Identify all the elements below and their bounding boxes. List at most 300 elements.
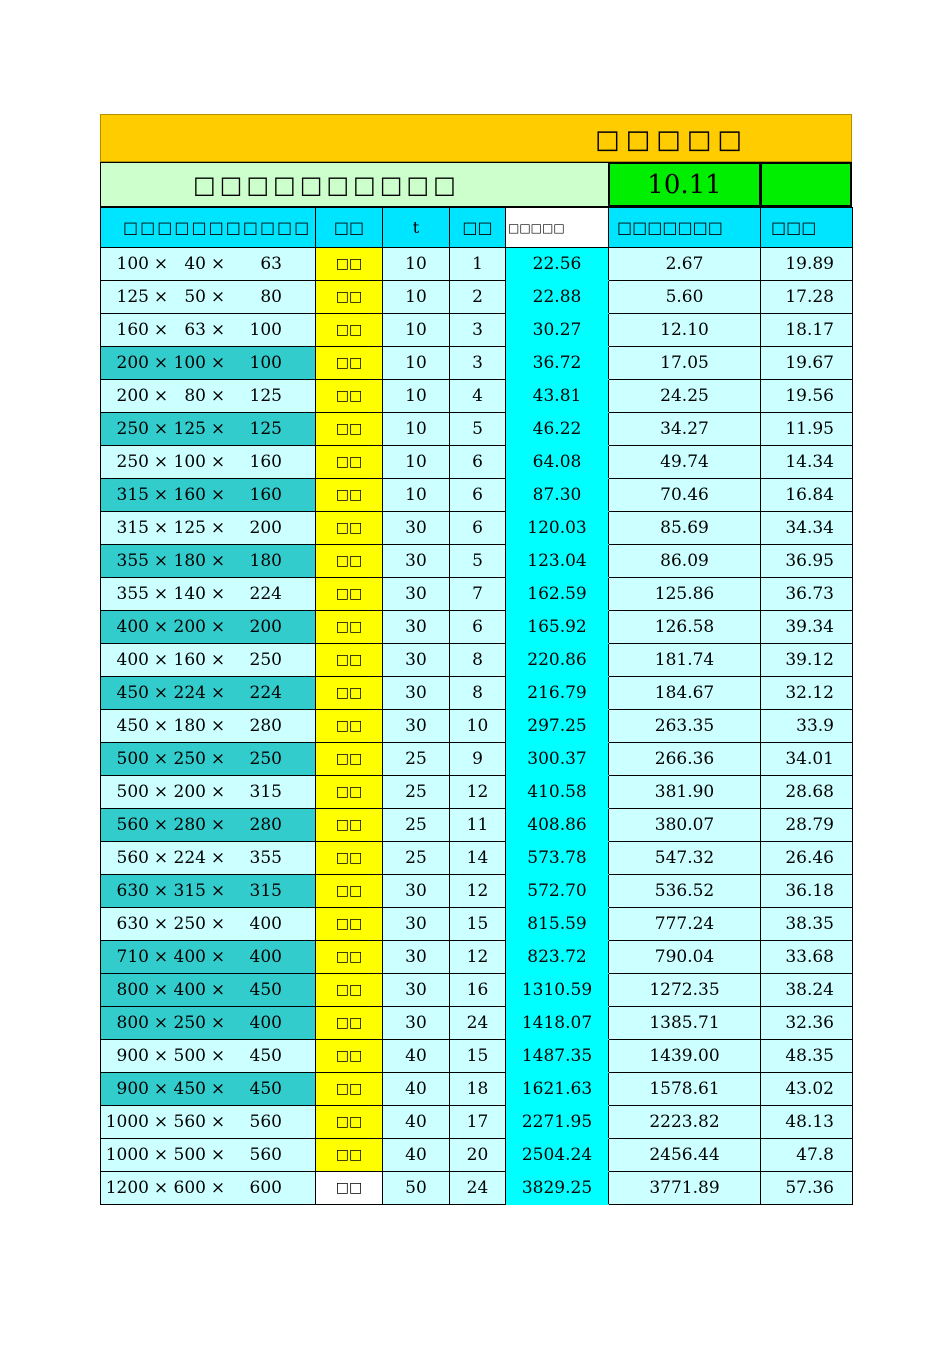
size-a: 100 (116, 254, 149, 274)
diff-cell[interactable]: 17.05 (609, 347, 761, 380)
table-row (101, 644, 853, 677)
size-cell[interactable] (101, 677, 316, 710)
times-sign: × (210, 683, 226, 703)
material-cell[interactable]: □□ (316, 677, 383, 710)
size-cell[interactable] (101, 644, 316, 677)
times-sign: × (210, 815, 226, 835)
size-c: 400 (249, 947, 282, 967)
diff-cell[interactable]: 86.09 (609, 545, 761, 578)
price-cell[interactable]: 2504.24 (506, 1139, 609, 1172)
qty-cell[interactable]: 12 (450, 875, 506, 908)
times-sign: × (210, 1145, 226, 1165)
table-row (101, 1172, 853, 1205)
size-a: 450 (116, 683, 149, 703)
size-cell[interactable] (101, 974, 316, 1007)
size-b: 200 (173, 782, 206, 802)
price-cell[interactable]: 3829.25 (506, 1172, 609, 1205)
times-sign: × (210, 386, 226, 406)
rate-cell[interactable]: 28.79 (761, 809, 853, 842)
qty-cell[interactable]: 18 (450, 1073, 506, 1106)
subtitle-cell[interactable] (100, 162, 609, 207)
rate-cell[interactable]: 34.01 (761, 743, 853, 776)
t-cell[interactable]: 50 (383, 1172, 450, 1205)
diff-cell[interactable]: 184.67 (609, 677, 761, 710)
material-cell[interactable]: □□ (316, 1040, 383, 1073)
price-cell[interactable]: 2271.95 (506, 1106, 609, 1139)
t-cell[interactable]: 30 (383, 908, 450, 941)
header-price[interactable]: □□□□□ (506, 208, 609, 248)
times-sign: × (153, 287, 169, 307)
material-cell[interactable]: □□ (316, 1007, 383, 1040)
material-cell[interactable]: □□ (316, 776, 383, 809)
material-cell[interactable]: □□ (316, 974, 383, 1007)
price-cell[interactable]: 1418.07 (506, 1007, 609, 1040)
price-cell[interactable]: 410.58 (506, 776, 609, 809)
size-cell[interactable] (101, 743, 316, 776)
price-cell[interactable]: 572.70 (506, 875, 609, 908)
material-cell[interactable]: □□ (316, 1106, 383, 1139)
qty-cell[interactable]: 24 (450, 1007, 506, 1040)
diff-cell[interactable]: 547.32 (609, 842, 761, 875)
rate-cell[interactable]: 33.68 (761, 941, 853, 974)
table-row (101, 809, 853, 842)
rate-cell[interactable]: 14.34 (761, 446, 853, 479)
size-c: 80 (260, 287, 282, 307)
size-cell[interactable] (101, 1172, 316, 1205)
size-c: 250 (249, 650, 282, 670)
price-cell[interactable]: 573.78 (506, 842, 609, 875)
size-cell[interactable] (101, 809, 316, 842)
times-sign: × (153, 716, 169, 736)
qty-cell[interactable]: 12 (450, 941, 506, 974)
diff-cell[interactable]: 536.52 (609, 875, 761, 908)
price-cell[interactable]: 823.72 (506, 941, 609, 974)
rate-cell[interactable]: 19.56 (761, 380, 853, 413)
material-cell[interactable]: □□ (316, 1073, 383, 1106)
diff-cell[interactable]: 125.86 (609, 578, 761, 611)
t-cell[interactable]: 30 (383, 545, 450, 578)
header-t[interactable]: t (383, 208, 450, 248)
qty-cell[interactable]: 2 (450, 281, 506, 314)
material-cell[interactable]: □□ (316, 248, 383, 281)
t-cell[interactable]: 10 (383, 479, 450, 512)
t-cell[interactable]: 25 (383, 842, 450, 875)
price-cell[interactable]: 46.22 (506, 413, 609, 446)
size-cell[interactable] (101, 1073, 316, 1106)
size-a: 1000 (105, 1145, 149, 1165)
rate-cell[interactable]: 36.95 (761, 545, 853, 578)
size-a: 560 (116, 848, 149, 868)
material-cell[interactable]: □□ (316, 479, 383, 512)
material-cell[interactable]: □□ (316, 908, 383, 941)
qty-cell[interactable]: 1 (450, 248, 506, 281)
size-cell[interactable] (101, 1139, 316, 1172)
qty-cell[interactable]: 5 (450, 413, 506, 446)
qty-cell[interactable]: 4 (450, 380, 506, 413)
t-cell[interactable]: 30 (383, 677, 450, 710)
times-sign: × (210, 881, 226, 901)
material-cell[interactable]: □□ (316, 380, 383, 413)
diff-cell[interactable]: 85.69 (609, 512, 761, 545)
size-c: 250 (249, 749, 282, 769)
material-cell[interactable]: □□ (316, 743, 383, 776)
size-c: 100 (249, 353, 282, 373)
rate-cell[interactable]: 36.73 (761, 578, 853, 611)
table-row (101, 1106, 853, 1139)
rate-cell[interactable]: 57.36 (761, 1172, 853, 1205)
size-cell[interactable] (101, 908, 316, 941)
size-a: 1200 (105, 1178, 149, 1198)
diff-cell[interactable]: 5.60 (609, 281, 761, 314)
rate-cell[interactable]: 39.34 (761, 611, 853, 644)
size-cell[interactable] (101, 446, 316, 479)
table-row (101, 974, 853, 1007)
diff-cell[interactable]: 3771.89 (609, 1172, 761, 1205)
qty-cell[interactable]: 6 (450, 446, 506, 479)
price-cell[interactable]: 408.86 (506, 809, 609, 842)
material-cell[interactable]: □□ (316, 710, 383, 743)
times-sign: × (210, 419, 226, 439)
diff-cell[interactable]: 266.36 (609, 743, 761, 776)
qty-cell[interactable]: 15 (450, 1040, 506, 1073)
times-sign: × (153, 551, 169, 571)
t-cell[interactable]: 25 (383, 743, 450, 776)
size-c: 355 (249, 848, 282, 868)
times-sign: × (210, 353, 226, 373)
table-row (101, 710, 853, 743)
material-cell[interactable]: □□ (316, 644, 383, 677)
rate-cell[interactable]: 48.13 (761, 1106, 853, 1139)
diff-cell[interactable]: 263.35 (609, 710, 761, 743)
price-cell[interactable]: 87.30 (506, 479, 609, 512)
price-cell[interactable]: 220.86 (506, 644, 609, 677)
material-cell[interactable]: □□ (316, 842, 383, 875)
header-rate[interactable]: □□□ (761, 208, 853, 248)
price-cell[interactable]: 22.56 (506, 248, 609, 281)
times-sign: × (153, 1178, 169, 1198)
value-box-text: 10.11 (647, 170, 722, 200)
size-cell[interactable] (101, 314, 316, 347)
size-a: 800 (116, 980, 149, 1000)
times-sign: × (210, 1013, 226, 1033)
material-cell[interactable]: □□ (316, 941, 383, 974)
qty-cell[interactable]: 7 (450, 578, 506, 611)
qty-cell[interactable]: 20 (450, 1139, 506, 1172)
table-row (101, 512, 853, 545)
diff-cell[interactable]: 126.58 (609, 611, 761, 644)
diff-cell[interactable]: 70.46 (609, 479, 761, 512)
t-cell[interactable]: 25 (383, 809, 450, 842)
size-b: 450 (173, 1079, 206, 1099)
t-cell[interactable]: 10 (383, 248, 450, 281)
qty-cell[interactable]: 9 (450, 743, 506, 776)
qty-cell[interactable]: 10 (450, 710, 506, 743)
table-row (101, 875, 853, 908)
times-sign: × (153, 683, 169, 703)
size-b: 500 (173, 1046, 206, 1066)
t-cell[interactable]: 30 (383, 611, 450, 644)
rate-cell[interactable]: 34.34 (761, 512, 853, 545)
diff-cell[interactable]: 381.90 (609, 776, 761, 809)
header-qty[interactable]: □□ (450, 208, 506, 248)
header-material[interactable]: □□ (316, 208, 383, 248)
size-cell[interactable] (101, 875, 316, 908)
times-sign: × (210, 254, 226, 274)
price-cell[interactable]: 1487.35 (506, 1040, 609, 1073)
qty-cell[interactable]: 11 (450, 809, 506, 842)
header-diff[interactable]: □□□□□□□ (609, 208, 761, 248)
times-sign: × (210, 584, 226, 604)
size-b: 40 (184, 254, 206, 274)
t-cell[interactable]: 10 (383, 314, 450, 347)
title-bar (100, 114, 852, 162)
header-size[interactable]: □□□□□□□□□□□ (101, 208, 316, 248)
material-cell[interactable]: □□ (316, 545, 383, 578)
diff-cell[interactable]: 1439.00 (609, 1040, 761, 1073)
rate-cell[interactable]: 38.24 (761, 974, 853, 1007)
price-cell[interactable]: 297.25 (506, 710, 609, 743)
size-b: 400 (173, 980, 206, 1000)
qty-cell[interactable]: 6 (450, 512, 506, 545)
value-box-cell[interactable] (608, 162, 761, 207)
t-cell[interactable]: 25 (383, 776, 450, 809)
size-a: 900 (116, 1046, 149, 1066)
rate-cell[interactable]: 28.68 (761, 776, 853, 809)
price-cell[interactable]: 30.27 (506, 314, 609, 347)
rate-cell[interactable]: 38.35 (761, 908, 853, 941)
qty-cell[interactable]: 8 (450, 677, 506, 710)
rate-cell[interactable]: 47.8 (761, 1139, 853, 1172)
size-cell[interactable] (101, 941, 316, 974)
size-cell[interactable] (101, 1106, 316, 1139)
t-cell[interactable]: 30 (383, 875, 450, 908)
size-a: 450 (116, 716, 149, 736)
size-b: 600 (173, 1178, 206, 1198)
t-cell[interactable]: 10 (383, 347, 450, 380)
material-cell[interactable]: □□ (316, 1172, 383, 1205)
t-cell[interactable]: 30 (383, 941, 450, 974)
qty-cell[interactable]: 8 (450, 644, 506, 677)
rate-cell[interactable]: 32.36 (761, 1007, 853, 1040)
price-cell[interactable]: 162.59 (506, 578, 609, 611)
diff-cell[interactable]: 181.74 (609, 644, 761, 677)
table-row (101, 677, 853, 710)
diff-cell[interactable]: 1272.35 (609, 974, 761, 1007)
size-a: 250 (116, 419, 149, 439)
t-cell[interactable]: 40 (383, 1073, 450, 1106)
rate-cell[interactable]: 11.95 (761, 413, 853, 446)
price-cell[interactable]: 36.72 (506, 347, 609, 380)
qty-cell[interactable]: 14 (450, 842, 506, 875)
times-sign: × (153, 980, 169, 1000)
size-c: 125 (249, 386, 282, 406)
times-sign: × (153, 1079, 169, 1099)
price-cell[interactable]: 1621.63 (506, 1073, 609, 1106)
material-cell[interactable]: □□ (316, 611, 383, 644)
rate-cell[interactable]: 39.12 (761, 644, 853, 677)
diff-cell[interactable]: 24.25 (609, 380, 761, 413)
size-b: 160 (173, 650, 206, 670)
price-cell[interactable]: 815.59 (506, 908, 609, 941)
price-cell[interactable]: 64.08 (506, 446, 609, 479)
times-sign: × (210, 980, 226, 1000)
times-sign: × (153, 353, 169, 373)
diff-cell[interactable]: 1578.61 (609, 1073, 761, 1106)
empty-green-cell[interactable] (760, 162, 852, 207)
price-cell[interactable]: 120.03 (506, 512, 609, 545)
size-cell[interactable] (101, 479, 316, 512)
rate-cell[interactable]: 36.18 (761, 875, 853, 908)
size-c: 180 (249, 551, 282, 571)
times-sign: × (210, 1046, 226, 1066)
material-cell[interactable]: □□ (316, 512, 383, 545)
rate-cell[interactable]: 19.89 (761, 248, 853, 281)
qty-cell[interactable]: 6 (450, 611, 506, 644)
size-c: 450 (249, 1046, 282, 1066)
size-c: 224 (249, 584, 282, 604)
rate-cell[interactable]: 33.9 (761, 710, 853, 743)
size-cell[interactable] (101, 842, 316, 875)
size-cell[interactable] (101, 248, 316, 281)
size-b: 140 (173, 584, 206, 604)
size-a: 710 (116, 947, 149, 967)
times-sign: × (153, 1112, 169, 1132)
diff-cell[interactable]: 380.07 (609, 809, 761, 842)
material-cell[interactable]: □□ (316, 578, 383, 611)
rate-cell[interactable]: 26.46 (761, 842, 853, 875)
t-cell[interactable]: 40 (383, 1106, 450, 1139)
rate-cell[interactable]: 43.02 (761, 1073, 853, 1106)
times-sign: × (153, 881, 169, 901)
size-cell[interactable] (101, 413, 316, 446)
times-sign: × (153, 386, 169, 406)
size-cell[interactable] (101, 281, 316, 314)
size-c: 200 (249, 518, 282, 538)
t-cell[interactable]: 30 (383, 1007, 450, 1040)
size-c: 600 (249, 1178, 282, 1198)
size-cell[interactable] (101, 710, 316, 743)
size-cell[interactable] (101, 776, 316, 809)
rate-cell[interactable]: 18.17 (761, 314, 853, 347)
diff-cell[interactable]: 49.74 (609, 446, 761, 479)
t-cell[interactable]: 10 (383, 446, 450, 479)
size-c: 125 (249, 419, 282, 439)
qty-cell[interactable]: 3 (450, 347, 506, 380)
table-row (101, 611, 853, 644)
rate-cell[interactable]: 16.84 (761, 479, 853, 512)
diff-cell[interactable]: 12.10 (609, 314, 761, 347)
size-cell[interactable] (101, 1040, 316, 1073)
t-cell[interactable]: 10 (383, 413, 450, 446)
size-cell[interactable] (101, 380, 316, 413)
rate-cell[interactable]: 17.28 (761, 281, 853, 314)
size-a: 900 (116, 1079, 149, 1099)
diff-cell[interactable]: 790.04 (609, 941, 761, 974)
material-cell[interactable]: □□ (316, 413, 383, 446)
size-c: 560 (249, 1112, 282, 1132)
diff-cell[interactable]: 2456.44 (609, 1139, 761, 1172)
t-cell[interactable]: 40 (383, 1139, 450, 1172)
size-b: 125 (173, 419, 206, 439)
qty-cell[interactable]: 16 (450, 974, 506, 1007)
times-sign: × (210, 518, 226, 538)
times-sign: × (153, 1046, 169, 1066)
diff-cell[interactable]: 1385.71 (609, 1007, 761, 1040)
t-cell[interactable]: 30 (383, 512, 450, 545)
qty-cell[interactable]: 12 (450, 776, 506, 809)
t-cell[interactable]: 30 (383, 974, 450, 1007)
table-row (101, 743, 853, 776)
times-sign: × (153, 452, 169, 472)
material-cell[interactable]: □□ (316, 1139, 383, 1172)
t-cell[interactable]: 30 (383, 644, 450, 677)
diff-cell[interactable]: 34.27 (609, 413, 761, 446)
times-sign: × (153, 815, 169, 835)
price-cell[interactable]: 123.04 (506, 545, 609, 578)
material-cell[interactable]: □□ (316, 809, 383, 842)
material-cell[interactable]: □□ (316, 281, 383, 314)
price-cell[interactable]: 1310.59 (506, 974, 609, 1007)
material-cell[interactable]: □□ (316, 314, 383, 347)
t-cell[interactable]: 30 (383, 578, 450, 611)
times-sign: × (210, 947, 226, 967)
table-row (101, 347, 853, 380)
times-sign: × (210, 452, 226, 472)
times-sign: × (210, 287, 226, 307)
t-cell[interactable]: 30 (383, 710, 450, 743)
material-cell[interactable]: □□ (316, 875, 383, 908)
t-cell[interactable]: 10 (383, 281, 450, 314)
size-cell[interactable] (101, 347, 316, 380)
size-a: 125 (116, 287, 149, 307)
table-row (101, 1040, 853, 1073)
rate-cell[interactable]: 32.12 (761, 677, 853, 710)
times-sign: × (153, 584, 169, 604)
material-cell[interactable]: □□ (316, 347, 383, 380)
rate-cell[interactable]: 19.67 (761, 347, 853, 380)
qty-cell[interactable]: 17 (450, 1106, 506, 1139)
t-cell[interactable]: 10 (383, 380, 450, 413)
qty-cell[interactable]: 24 (450, 1172, 506, 1205)
table-row (101, 281, 853, 314)
price-cell[interactable]: 300.37 (506, 743, 609, 776)
price-cell[interactable]: 165.92 (506, 611, 609, 644)
t-cell[interactable]: 40 (383, 1040, 450, 1073)
qty-cell[interactable]: 15 (450, 908, 506, 941)
price-cell[interactable]: 216.79 (506, 677, 609, 710)
size-cell[interactable] (101, 1007, 316, 1040)
size-cell[interactable] (101, 512, 316, 545)
size-cell[interactable] (101, 611, 316, 644)
qty-cell[interactable]: 3 (450, 314, 506, 347)
rate-cell[interactable]: 48.35 (761, 1040, 853, 1073)
qty-cell[interactable]: 6 (450, 479, 506, 512)
times-sign: × (210, 650, 226, 670)
size-b: 200 (173, 617, 206, 637)
size-c: 560 (249, 1145, 282, 1165)
times-sign: × (153, 749, 169, 769)
size-cell[interactable] (101, 545, 316, 578)
price-cell[interactable]: 43.81 (506, 380, 609, 413)
price-cell[interactable]: 22.88 (506, 281, 609, 314)
diff-cell[interactable]: 2223.82 (609, 1106, 761, 1139)
diff-cell[interactable]: 777.24 (609, 908, 761, 941)
material-cell[interactable]: □□ (316, 446, 383, 479)
table-row (101, 479, 853, 512)
diff-cell[interactable]: 2.67 (609, 248, 761, 281)
qty-cell[interactable]: 5 (450, 545, 506, 578)
size-cell[interactable] (101, 578, 316, 611)
